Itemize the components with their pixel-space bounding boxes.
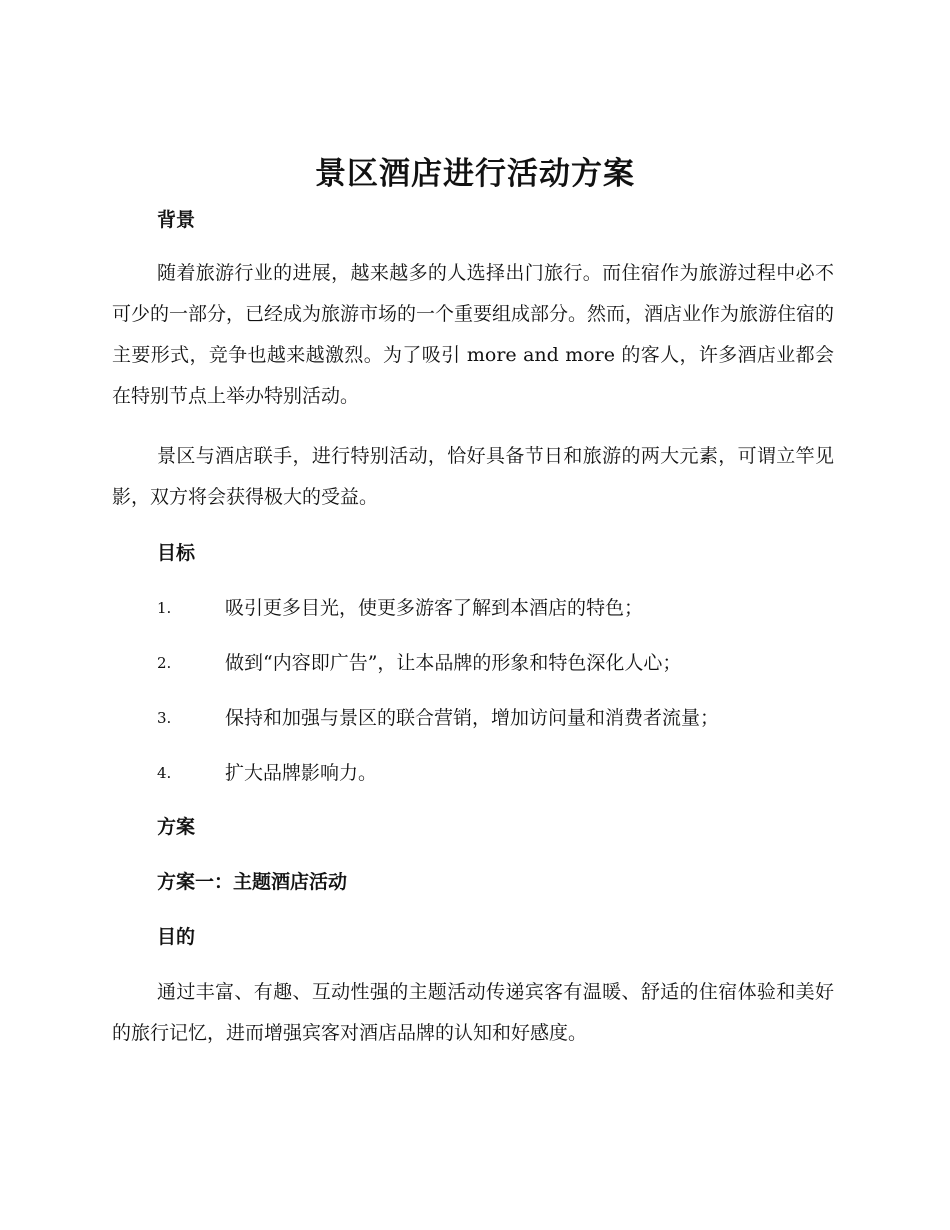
document-title: 景区酒店进行活动方案 xyxy=(315,156,635,192)
goal-list-text: 吸引更多目光，使更多游客了解到本酒店的特色； xyxy=(225,597,644,619)
background-paragraph-1: 随着旅游行业的进展，越来越多的人选择出门旅行。而住宿作为旅游过程中必不可少的一部分，已经成为旅游市场的一个重要组成部分。然而，酒店业作为旅游住宿的主要形式，竞争也越来越激烈。为了吸引 more and more 的客人，许多酒店业都会在特别节点上举办特别活动。 xyxy=(112,262,835,407)
plan-one-heading: 方案一：主题酒店活动 xyxy=(157,871,348,893)
section-heading-background: 背景 xyxy=(157,209,196,231)
goal-list-text: 扩大品牌影响力。 xyxy=(225,762,378,784)
goal-list-text: 做到“内容即广告”，让本品牌的形象和特色深化人心； xyxy=(225,652,682,674)
goal-list-item xyxy=(157,703,837,733)
goal-list-number: 1. xyxy=(157,599,172,617)
section-heading-plan: 方案 xyxy=(157,816,196,838)
goal-list-text: 保持和加强与景区的联合营销，增加访问量和消费者流量； xyxy=(225,707,720,729)
purpose-paragraph: 通过丰富、有趣、互动性强的主题活动传递宾客有温暖、舒适的住宿体验和美好的旅行记忆，进而增强宾客对酒店品牌的认知和好感度。 xyxy=(112,981,834,1044)
section-heading-goals: 目标 xyxy=(157,542,196,564)
goal-list-number: 3. xyxy=(157,709,172,727)
goal-list-number: 2. xyxy=(157,654,172,672)
goal-list-item xyxy=(157,648,837,678)
purpose-heading: 目的 xyxy=(157,926,196,948)
goal-list-item xyxy=(157,593,837,623)
background-paragraph-2: 景区与酒店联手，进行特别活动，恰好具备节日和旅游的两大元素，可谓立竿见影，双方将会获得极大的受益。 xyxy=(112,445,834,508)
goal-list-number: 4. xyxy=(157,764,172,782)
goal-list-item xyxy=(157,758,837,788)
